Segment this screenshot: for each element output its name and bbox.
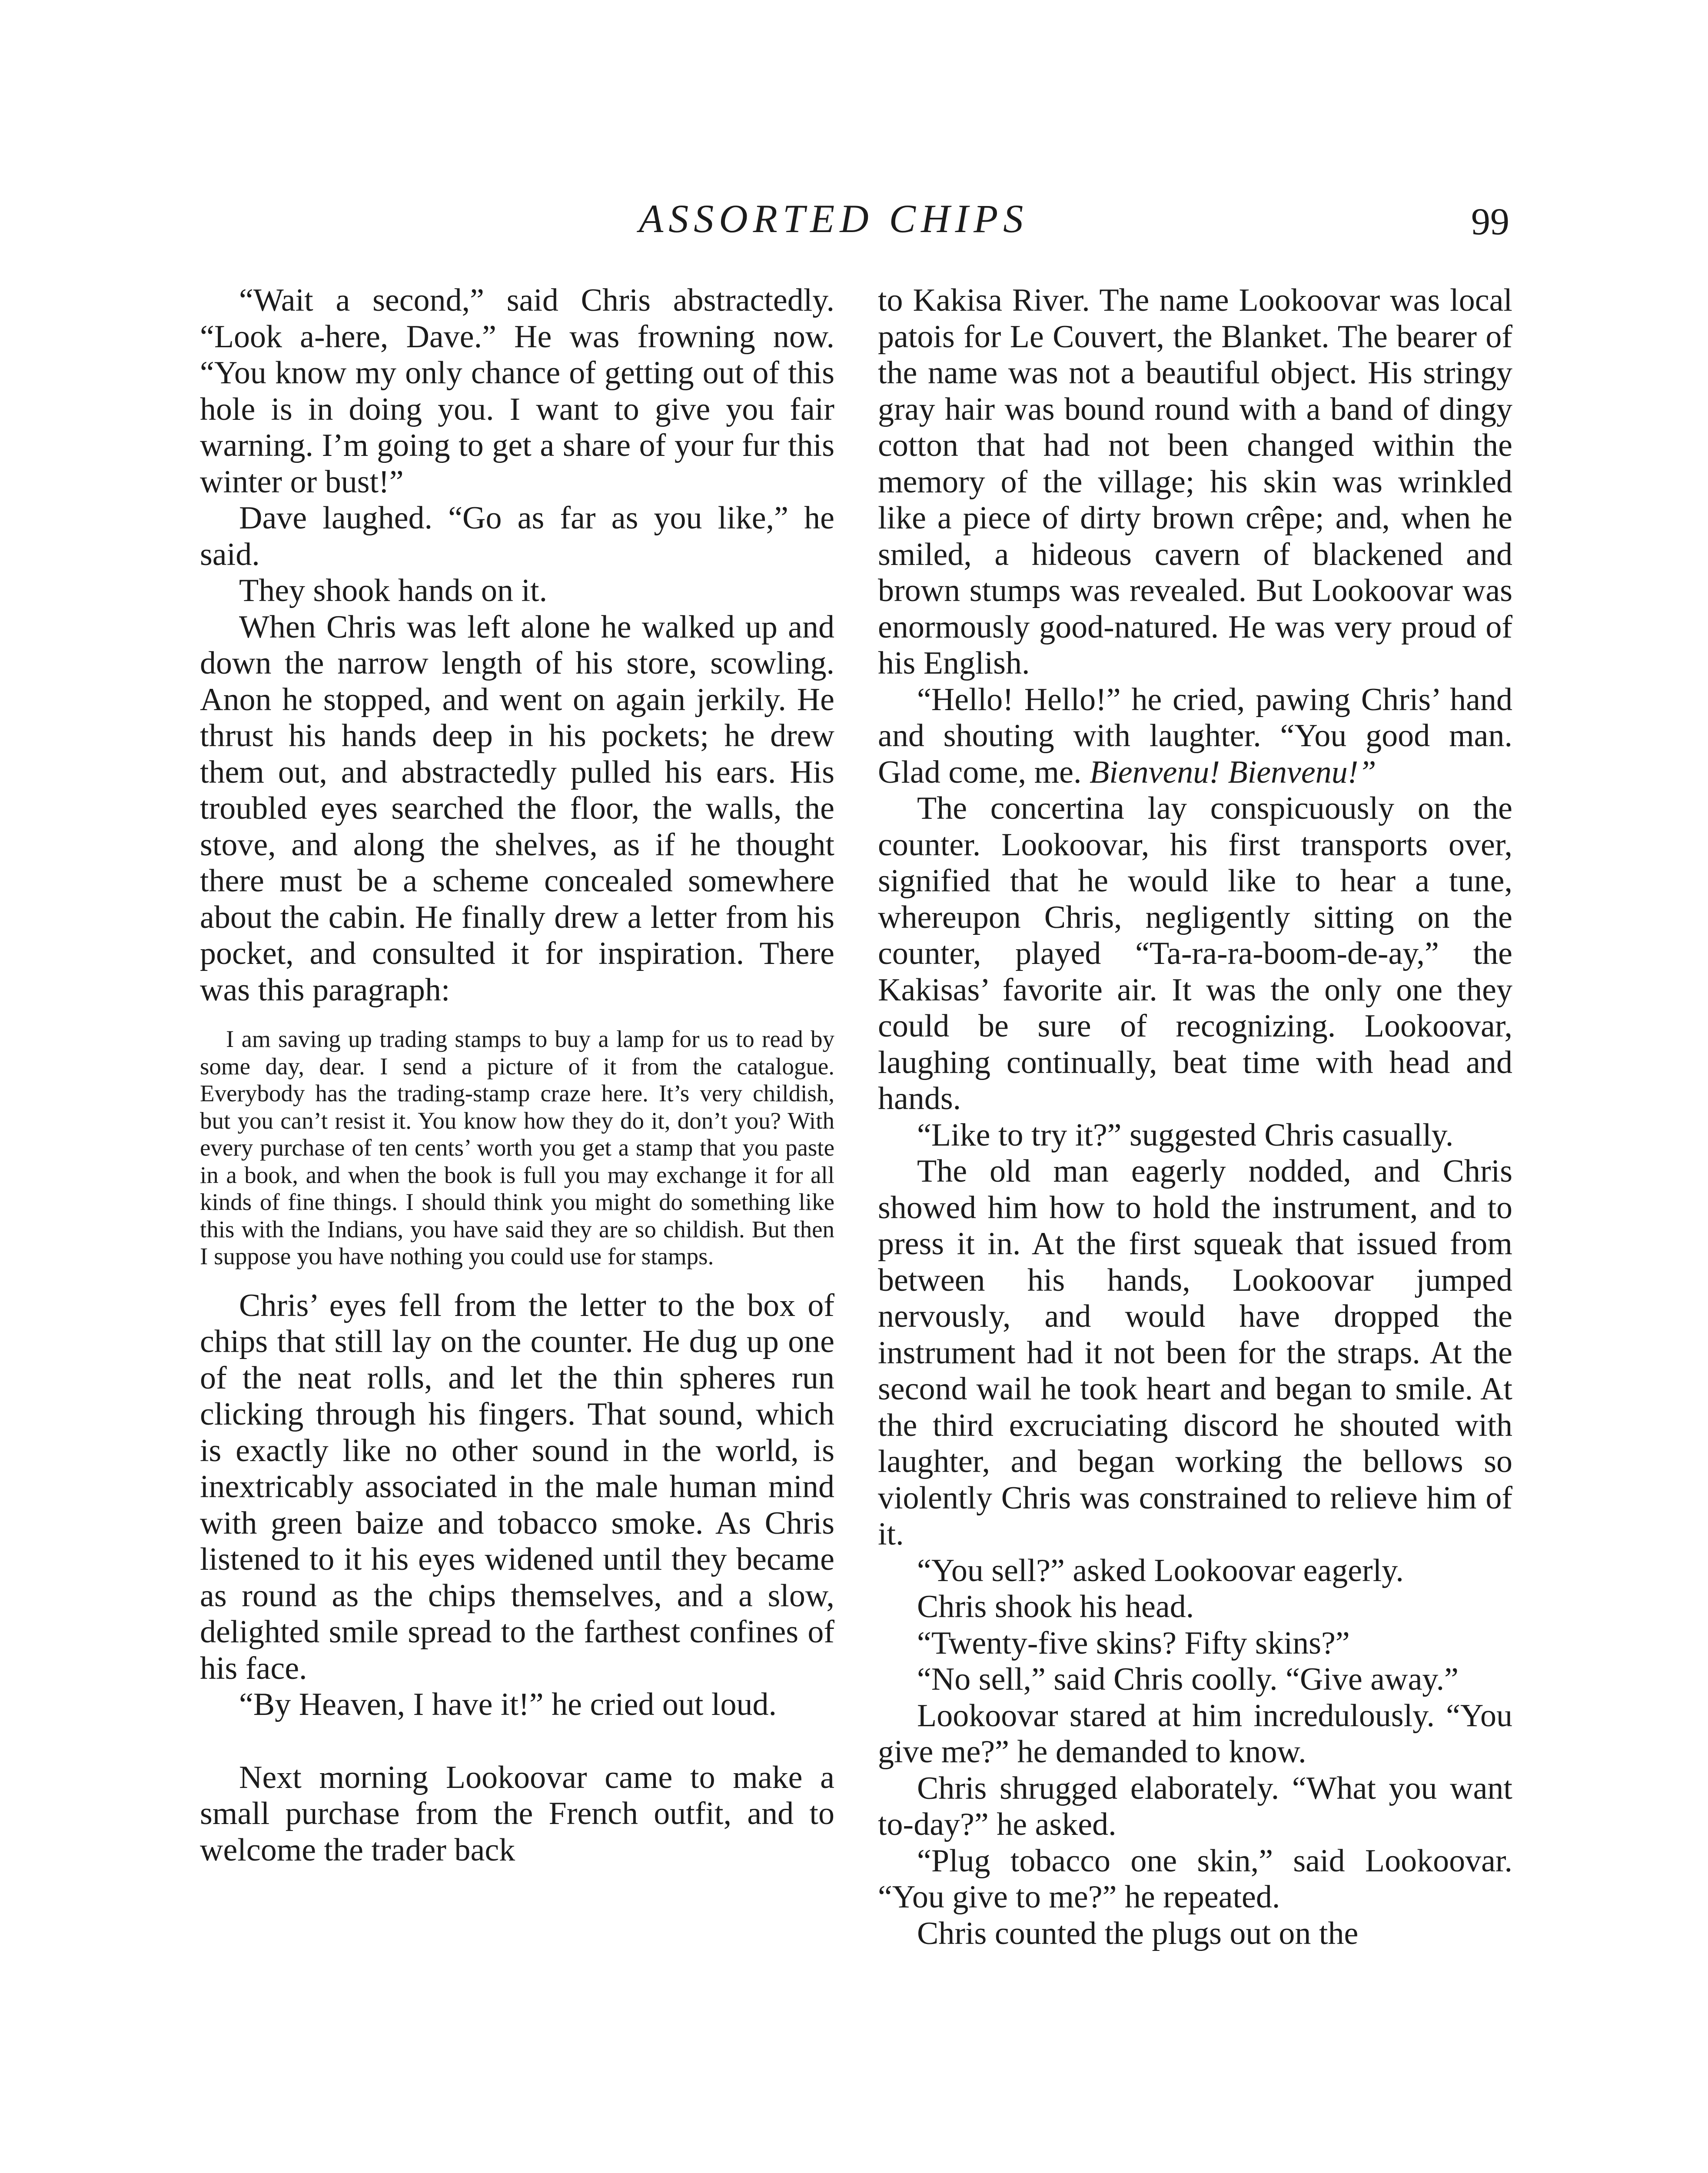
paragraph: “Like to try it?” suggested Chris casually. (917, 1117, 1454, 1153)
paragraph: “By Heaven, I have it!” he cried out loud. (239, 1687, 777, 1722)
paragraph: Chris shook his head. (917, 1589, 1194, 1625)
paragraph: “No sell,” said Chris coolly. “Give away.” (917, 1661, 1459, 1697)
page-header (0, 196, 1708, 256)
paragraph-text: “Hello! Hello!” he cried, pawing Chris’ hand and shouting with laughter. “You good man. Glad come, me. (878, 681, 1512, 790)
letter-excerpt: I am saving up trading stamps to buy a lamp for us to read by some day, dear. I send a picture of it from the catalogue. Everybody has the trading-stamp craze here. It’s very childish, but you can’t resist it. You know how they do it, don’t you? With every purchase of ten cents’ worth you get a stamp that you paste in a book, and when the book is full you may exchange it for all kinds of fine things. I should think you might do something like this with the Indians, you have said they are so childish. But then I suppose you have nothing you could use for stamps. (200, 1026, 834, 1269)
paragraph: “You sell?” asked Lookoovar eagerly. (917, 1552, 1404, 1588)
right-column (878, 282, 1512, 1952)
left-column (200, 282, 834, 1868)
italic-phrase: Bienvenu! Bienvenu!” (1090, 754, 1376, 790)
paragraph: Chris counted the plugs out on the (917, 1915, 1359, 1951)
paragraph: When Chris was left alone he walked up and down the narrow length of his store, scowling. Anon he stopped, and went on again jerkily. He thrust his hands deep in his pockets; he drew them out, and abstractedly pulled his ears. His troubled eyes searched the floor, the walls, the stove, and along the shelves, as if he thought there must be a scheme concealed somewhere about the cabin. He finally drew a letter from his pocket, and consulted it for inspiration. There was this paragraph: (200, 609, 834, 1008)
paragraph: The concertina lay conspicuously on the counter. Lookoovar, his first transports over, signified that he would like to hear a tune, whereupon Chris, negligently sitting on the counter, played “Ta-ra-ra-boom-de-ay,” the Kakisas’ favorite air. It was the only one they could be sure of recognizing. Lookoovar, laughing continually, beat time with head and hands. (878, 791, 1512, 1116)
paragraph: The old man eagerly nodded, and Chris showed him how to hold the instrument, and to press it in. At the first squeak that issued from between his hands, Lookoovar jumped nervously, and would have dropped the instrument had it not been for the straps. At the second wail he took heart and began to smile. At the third excruciating discord he shouted with laughter, and began working the bellows so violently Chris was constrained to relieve him of it. (878, 1153, 1512, 1552)
paragraph (878, 682, 1512, 791)
running-title: ASSORTED CHIPS (639, 196, 1029, 241)
paragraph: “Wait a second,” said Chris abstractedly. “Look a-here, Dave.” He was frowning now. “You know my only chance of getting out of this hole is in doing you. I want to give you fair warning. I’m going to get a share of your fur this winter or bust!” (200, 282, 834, 500)
paragraph: Chris’ eyes fell from the letter to the box of chips that still lay on the counter. He dug up one of the neat rolls, and let the thin spheres run clicking through his fingers. That sound, which is exactly like no other sound in the world, is inextricably associated in the male human mind with green baize and tobacco smoke. As Chris listened to it his eyes widened until they became as round as the chips themselves, and a slow, delighted smile spread to the farthest confines of his face. (200, 1287, 834, 1686)
paragraph: “Twenty-five skins? Fifty skins?” (917, 1625, 1350, 1661)
page-number: 99 (1471, 201, 1509, 243)
paragraph: Chris shrugged elaborately. “What you want to-day?” he asked. (878, 1770, 1512, 1842)
paragraph: Dave laughed. “Go as far as you like,” he said. (200, 500, 834, 572)
section-break (200, 1723, 834, 1760)
paragraph: Lookoovar stared at him incredulously. “You give me?” he demanded to know. (878, 1698, 1512, 1770)
paragraph: to Kakisa River. The name Lookoovar was local patois for Le Couvert, the Blanket. The bearer of the name was not a beautiful object. His stringy gray hair was bound round with a band of dingy cotton that had not been changed within the memory of the village; his skin was wrinkled like a piece of dirty brown crêpe; and, when he smiled, a hideous cavern of blackened and brown stumps was revealed. But Lookoovar was enormously good-natured. He was very proud of his English. (878, 282, 1512, 681)
paragraph: Next morning Lookoovar came to make a small purchase from the French outfit, and to welcome the trader back (200, 1759, 834, 1868)
paragraph: “Plug tobacco one skin,” said Lookoovar. “You give to me?” he repeated. (878, 1843, 1512, 1915)
paragraph: They shook hands on it. (239, 573, 548, 608)
